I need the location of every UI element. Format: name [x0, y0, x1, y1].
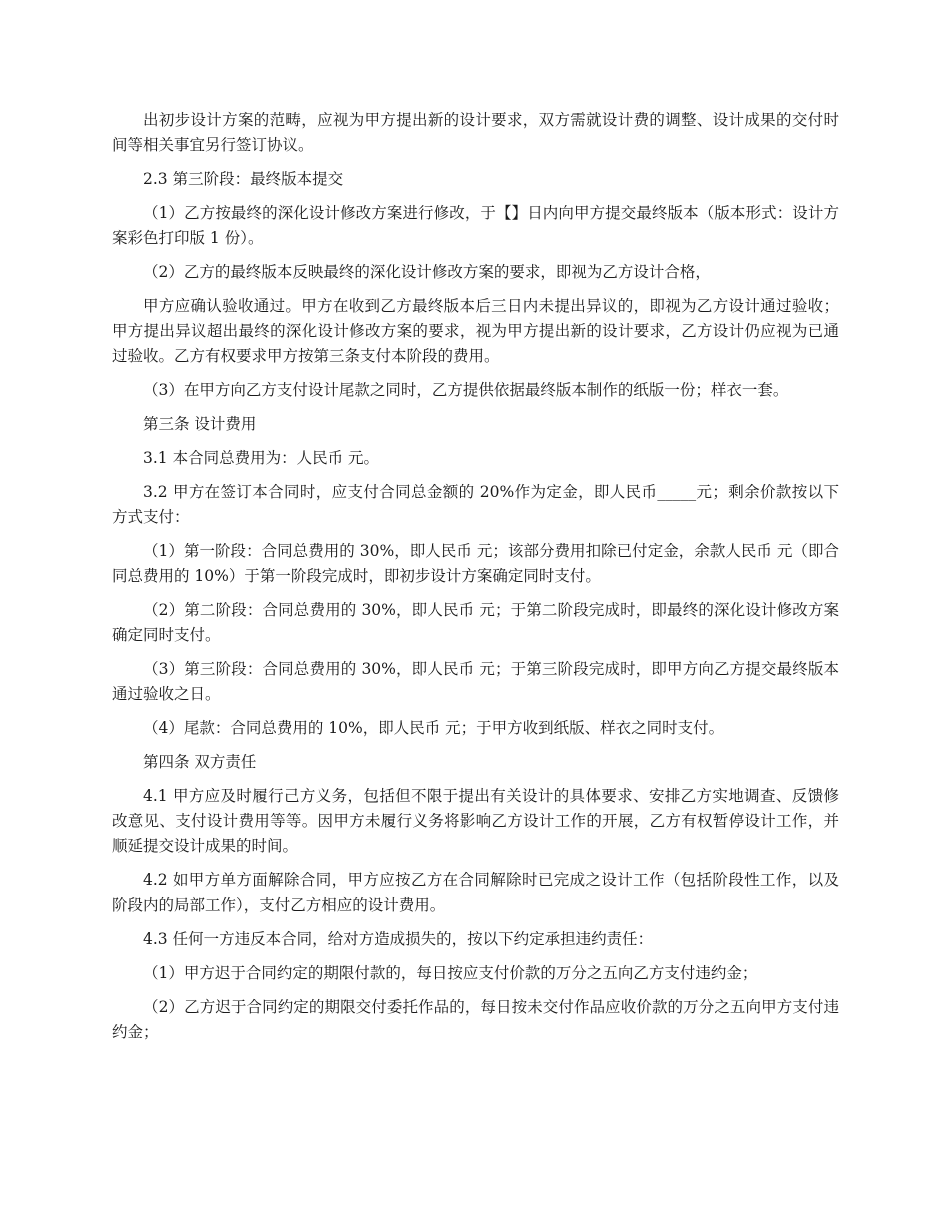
paragraph-2-3-item-3: （3）在甲方向乙方支付设计尾款之同时，乙方提供依据最终版本制作的纸版一份；样衣一套。 — [143, 381, 789, 399]
clause-4-2: 4.2 如甲方单方面解除合同，甲方应按乙方在合同解除时已完成之设计工作（包括阶段性工作，以及阶段内的局部工作），支付乙方相应的设计费用。 — [112, 871, 839, 914]
document-page — [112, 108, 839, 1054]
clause-3-2-item-4: （4）尾款：合同总费用的 10%，即人民币 元；于甲方收到纸版、样衣之同时支付。 — [143, 719, 725, 737]
paragraph-2-3-acceptance: 甲方应确认验收通过。甲方在收到乙方最终版本后三日内未提出异议的，即视为乙方设计通过验收；甲方提出异议超出最终的深化设计修改方案的要求，视为甲方提出新的设计要求，乙方设计仍应视为已通过验收。乙方有权要求甲方按第三条支付本阶段的费用。 — [112, 297, 839, 365]
clause-3-2: 3.2 甲方在签订本合同时，应支付合同总金额的 20%作为定金，即人民币_____元；剩余价款按以下方式支付： — [112, 483, 839, 526]
section-heading-2-3: 2.3 第三阶段：最终版本提交 — [143, 170, 344, 188]
clause-4-3-item-1: （1）甲方迟于合同约定的期限付款的，每日按应支付价款的万分之五向乙方支付违约金； — [143, 964, 758, 982]
paragraph-continuation: 出初步设计方案的范畴，应视为甲方提出新的设计要求，双方需就设计费的调整、设计成果的交付时间等相关事宜另行签订协议。 — [112, 111, 839, 154]
clause-3-2-item-2: （2）第二阶段：合同总费用的 30%，即人民币 元；于第二阶段完成时，即最终的深化设计修改方案确定同时支付。 — [112, 601, 839, 644]
clause-3-2-item-3: （3）第三阶段：合同总费用的 30%，即人民币 元；于第三阶段完成时，即甲方向乙方提交最终版本通过验收之日。 — [112, 660, 839, 703]
clause-3-2-item-1: （1）第一阶段：合同总费用的 30%，即人民币 元；该部分费用扣除已付定金，余款人民币 元（即合同总费用的 10%）于第一阶段完成时，即初步设计方案确定同时支付。 — [112, 542, 839, 585]
clause-4-3: 4.3 任何一方违反本合同，给对方造成损失的，按以下约定承担违约责任： — [143, 930, 654, 948]
clause-4-3-item-2: （2）乙方迟于合同约定的期限交付委托作品的，每日按未交付作品应收价款的万分之五向甲方支付违约金； — [112, 998, 839, 1041]
clause-3-1: 3.1 本合同总费用为：人民币 元。 — [143, 449, 380, 467]
article-3-heading: 第三条 设计费用 — [143, 415, 257, 433]
paragraph-2-3-item-1: （1）乙方按最终的深化设计修改方案进行修改，于【】日内向甲方提交最终版本（版本形式：设计方案彩色打印版 1 份）。 — [112, 204, 839, 247]
clause-4-1: 4.1 甲方应及时履行己方义务，包括但不限于提出有关设计的具体要求、安排乙方实地调查、反馈修改意见、支付设计费用等等。因甲方未履行义务将影响乙方设计工作的开展，乙方有权暂停设计工作，并顺延提交设计成果的时间。 — [112, 787, 839, 855]
article-4-heading: 第四条 双方责任 — [143, 753, 257, 771]
paragraph-2-3-item-2: （2）乙方的最终版本反映最终的深化设计修改方案的要求，即视为乙方设计合格， — [143, 263, 711, 281]
